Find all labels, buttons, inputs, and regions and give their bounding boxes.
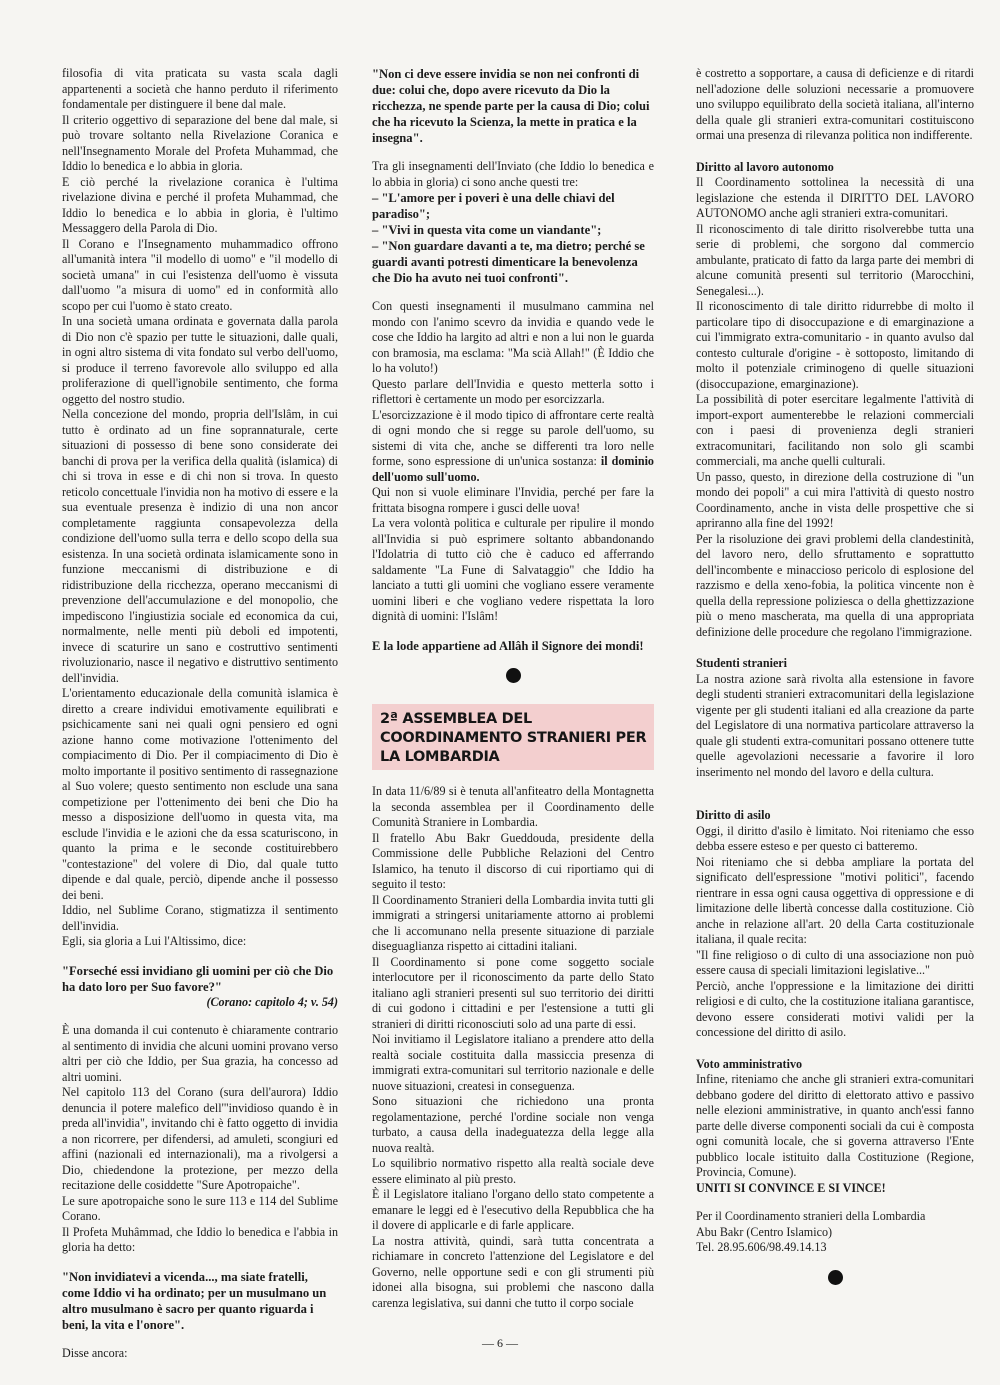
paragraph: Il Coordinamento sottolinea la necessità di una legislazione che estenda il DIRITTO DEL LAVORO AUTONOMO anche agli stranieri extra-comunitari.: [696, 175, 974, 220]
paragraph: Nella concezione del mondo, propria dell'Islâm, in cui tutto è ordinato ad un fine soprannaturale, certe situazioni di possesso di bene sono considerate dei banchi di prova per la verifica della qualità (islamica) di chi si trova in esse e di chi non si trova. In questo reticolo concettuale l'invidia non ha motivo di essere e la sua eventuale presenza è indizio di una non ancor completamente raggiunta consapevolezza della condizione dell'uomo sulla terra e dello scopo della sua esistenza. In una società ordinata islamicamente sono in funzione meccanismi di distribuzione e di ridistribuzione della ricchezza, operano meccanismi di prevenzione dell'accumulazione e del monopolio, che impediscono l'ingiustizia sociale ed economica da cui, normalmente, nelle menti più deboli ed impotenti, invece di scaturire un sano e costruttivo sentimenti rivoluzionario, nasce il negativo e distruttivo sentimento dell'invidia.: [62, 407, 338, 685]
paragraph: Il fratello Abu Bakr Gueddouda, presidente della Commissione delle Pubbliche Relazioni del Centro Islamico, ha tenuto il discorso di cui riportiamo qui di seguito il testo:: [372, 830, 654, 891]
paragraph: Il criterio oggettivo di separazione del bene dal male, si può trovare soltanto nella Rivelazione Coranica e nell'Insegnamento Morale del Profeta Muhammad, che Iddio lo benedica e lo abbia in gloria.: [62, 112, 338, 173]
section-heading: Studenti stranieri: [696, 656, 788, 670]
paragraph: Un passo, questo, in direzione della costruzione di "un mondo dei popoli" a cui mira l'attività di questo nostro Coordinamento, anche in vista delle prospettive che si apriranno alla fine del 1992!: [696, 469, 974, 530]
paragraph: Qui non si vuole eliminare l'Invidia, perché per fare la frittata bisogna rompere i gusci delle uova!: [372, 485, 654, 515]
closing-phrase: E la lode appartiene ad Allâh il Signore dei mondi!: [372, 638, 644, 653]
paragraph: Nel capitolo 113 del Corano (sura dell'aurora) Iddio denuncia il potere malefico dell'"invidioso quando è in preda all'invidia", invitando chi è fatto oggetto di invidia a non ricorrere, per difendersi, ad amuleti, scongiuri ed affini (nazionali ed internazionali), ma a rivolgersi a Dio, chiedendone la protezione, per mezzo della recitazione delle cosiddette "Sure Apotropaiche".: [62, 1085, 338, 1192]
end-bullet-icon: [506, 668, 521, 683]
section-banner: [372, 704, 654, 770]
paragraph: E ciò perché la rivelazione coranica è l'ultima rivelazione divina e perché il profeta Muhammad, che Iddio lo benedica e lo abbia in gloria, è l'ultimo Messaggero della Parola di Dio.: [62, 174, 338, 235]
section-heading: Diritto al lavoro autonomo: [696, 159, 834, 174]
end-bullet-icon: [828, 1270, 843, 1285]
paragraph: Iddio, nel Sublime Corano, stigmatizza il sentimento dell'invidia.: [62, 903, 338, 933]
paragraph: Noi riteniamo che si debba ampliare la portata del significato dell'espressione "motivi politici", facendo rientrare in essa ogni causa oggettiva di oppressione e di limitazione delle libertà concesse dalla costituzione. Ciò anche in relazione all'art. 20 della Carta costituzionale italiana, il quale recita:: [696, 854, 974, 946]
saying-item: – "Non guardare davanti a te, ma dietro; perché se guardi avanti potresti dimenticare la benevolenza che Dio ha avuto nei tuoi confronti".: [372, 239, 645, 285]
paragraph: Il Coordinamento si pone come soggetto sociale interlocutore per il riconoscimento da parte dello Stato italiano agli stranieri presenti sul suo territorio dei diritti di cui godono i cittadini e per l'estensione a tutti gli stranieri di diritti riconosciuti solo ad una parte di essi.: [372, 954, 654, 1031]
paragraph: Infine, riteniamo che anche gli stranieri extra-comunitari debbano godere del diritto di elettorato attivo e passivo nelle elezioni amministrative, in quanto anch'essi fanno parte delle diverse componenti sociali da cui è composta ogni comunità locale, che si governa attraverso l'Ente pubblico locale istituito dalla Costituzione (Regione, Provincia, Comune).: [696, 1072, 974, 1179]
paragraph: L'orientamento educazionale della comunità islamica è diretto a creare individui emotivamente equilibrati e psichicamente sani nei quali ogni pensiero ed ogni azione hanno come motivazione l'ottenimento del compiacimento di Dio. Per il compiacimento di Dio è molto importante il positivo sentimento di rassegnazione al Suo volere; questo sentimento non esclude una sana competizione per l'ottenimento dei beni che Dio ha messo a disposizione dell'uomo in questa vita, ma esclude l'invidia e le azioni che da essa scaturiscono, in quanto la prima e le seconde costituirebbero "contestazione" del volere di Dio, dal quale tutto dipende e dal quale, perciò, dipende anche il possesso dei beni.: [62, 686, 338, 902]
paragraph: Per la risoluzione dei gravi problemi della clandestinità, del lavoro nero, dello sfruttamento e soprattutto dell'incombente e minaccioso pericolo di esplosione del razzismo e della xeno-fobia, la politica vincente non è quella della repressione poliziesca o della ghettizzazione più o meno mascherata, ma quella di una appropriata definizione delle procedure che regolano l'immigrazione.: [696, 531, 974, 639]
column-right: [696, 66, 974, 1285]
page-number: — 6 —: [482, 1336, 518, 1350]
paragraph: [372, 408, 654, 486]
paragraph: La nostra attività, quindi, sarà tutta concentrata a richiamare in concreto l'attenzione del Legislatore e del Governo, nelle opportune sedi e con gli strumenti più idonei alla bisogna, sui problemi che nascono dalla carenza legislativa, sui danni che tutto il corpo sociale: [372, 1233, 654, 1310]
assembly-article: [372, 784, 654, 1311]
slogan: UNITI SI CONVINCE E SI VINCE!: [696, 1180, 886, 1195]
paragraph: Questo parlare dell'Invidia e questo metterla sotto i riflettori è certamente un modo per esorcizzarla.: [372, 376, 654, 406]
emphasis: il dominio dell'uomo sull'uomo.: [372, 454, 654, 484]
saying-item: – "L'amore per i poveri è una delle chiavi del paradiso";: [372, 191, 615, 221]
paragraph: Le sure apotropaiche sono le sure 113 e 114 del Sublime Corano.: [62, 1193, 338, 1223]
section-heading: Voto amministrativo: [696, 1056, 803, 1071]
paragraph: Il riconoscimento di tale diritto risolverebbe tutta una serie di problemi, che sorgono dal commercio ambulante, praticato di fatto da larga parte dei membri di alcune comunità presenti sul territorio (Marocchini, Senegalesi...).: [696, 221, 974, 298]
paragraph: Il Profeta Muhâmmad, che Iddio lo benedica e l'abbia in gloria ha detto:: [62, 1224, 338, 1254]
signature-line: Abu Bakr (Centro Islamico): [696, 1224, 833, 1239]
paragraph: In una società umana ordinata e governata dalla parola di Dio non c'è spazio per tutte le situazioni, dalle quali, in ogni altro sistema di vita fondato sul verbo dell'uomo, si produce il terreno favorevole allo sviluppo ed alla proliferazione di quell'ignobile sentimento, che forma oggetto del nostro studio.: [62, 314, 338, 406]
paragraph: Oggi, il diritto d'asilo è limitato. Noi riteniamo che esso debba essere esteso e per questo ci batteremo.: [696, 823, 974, 853]
signature-line: Per il Coordinamento stranieri della Lombardia: [696, 1209, 926, 1223]
signature-line: Tel. 28.95.606/98.49.14.13: [696, 1240, 827, 1254]
saying-item: – "Vivi in questa vita come un viandante";: [372, 223, 602, 237]
paragraph: Tra gli insegnamenti dell'Inviato (che Iddio lo benedica e lo abbia in gloria) ci sono anche questi tre:: [372, 159, 654, 189]
paragraph: La vera volontà politica e culturale per ripulire il mondo all'Invidia si può esprimere soltanto abbandonando l'Idolatria di tutto ciò che è caduco ed afferrando saldamente "La Fune di Salvataggio" che Iddio ha lanciato a tutti gli uomini che vogliano essere veramente uomini liberi e che vogliano vedere rispettata la loro dignità di uomini: l'Islâm!: [372, 516, 654, 623]
column-middle: [372, 66, 654, 683]
paragraph: filosofia di vita praticata su vasta scala dagli appartenenti a società che hanno perduto il riferimento fondamentale per distinguere il bene dal male.: [62, 66, 338, 111]
paragraph: È il Legislatore italiano l'organo dello stato competente a emanare le leggi ed è l'esecutivo della Repubblica che ha il dovere di applicarle e di farle applicare.: [372, 1187, 654, 1232]
paragraph: Egli, sia gloria a Lui l'Altissimo, dice:: [62, 934, 247, 948]
paragraph: Il Corano e l'Insegnamento muhammadico offrono all'umanità intera "il modello di uomo" e "il modello di società umana" in cui l'esistenza dell'uomo è vissuta dall'uomo "a misura di uomo" ed in conformità allo scopo per cui l'uomo è stato creato.: [62, 236, 338, 313]
paragraph: In data 11/6/89 si è tenuta all'anfiteatro della Montagnetta la seconda assemblea per il Coordinamento delle Comunità Straniere in Lombardia.: [372, 784, 654, 829]
paragraph: Sono situazioni che richiedono una pronta regolamentazione, perché l'ordine sociale non venga turbato, a causa della inadeguatezza della legge alla nuova realtà.: [372, 1094, 654, 1155]
paragraph: Il riconoscimento di tale diritto ridurrebbe di molto il particolare tipo di disoccupazione e di emarginazione a cui l'immigrato extra-comunitario - in quanto avulso dal contesto culturale d'origine - è sottoposto, limitando di molto il potenziale criminogeno di quelle situazioni (disoccupazione, emarginazione).: [696, 299, 974, 391]
paragraph: La possibilità di poter esercitare legalmente l'attività di import-export aumenterebbe le relazioni commerciali con i paesi di provenienza degli stranieri extracomunitari, facilitando non solo gli scambi commerciali, ma anche quelli culturali.: [696, 392, 974, 468]
paragraph: È una domanda il cui contenuto è chiaramente contrario al sentimento di invidia che alcuni uomini provano verso altri per ciò che Iddio, per Sua grazia, ha concesso ad altri uomini.: [62, 1023, 338, 1084]
section-heading: Diritto di asilo: [696, 808, 771, 822]
paragraph: Con questi insegnamenti il musulmano cammina nel mondo con l'animo scevro da invidia e quando vede le cose che Iddio ha largito ad altri e non a lui non le guarda con bramosia, ma esclama: "Ma scià Allah!" (È Iddio che lo ha voluto!): [372, 299, 654, 375]
quote-citation: (Corano: capitolo 4; v. 54): [206, 994, 338, 1009]
column-left: [62, 66, 338, 1361]
banner-title: 2ª ASSEMBLEA DEL COORDINAMENTO STRANIERI PER LA LOMBARDIA: [380, 711, 647, 765]
hadith-quote: "Non ci deve essere invidia se non nei confronti di due: colui che, dopo avere ricevuto da Dio la ricchezza, ne spende parte per la causa di Dio; colui che ha ricevuto la Scienza, la mette in pratica e la insegna".: [372, 67, 650, 145]
paragraph: Noi invitiamo il Legislatore italiano a prendere atto della realtà sociale costituita dalla massiccia presenza di immigrati extra-comunitari sul territorio nazionale e delle nuove situazioni, createsi in conseguenza.: [372, 1032, 654, 1093]
paragraph: Il Coordinamento Stranieri della Lombardia invita tutti gli immigrati a stringersi unitariamente attorno ai problemi che li accomunano nella presente situazione di parziale diseguaglianza rispetto ai cittadini italiani.: [372, 892, 654, 953]
paragraph: Disse ancora:: [62, 1345, 128, 1360]
hadith-quote: "Non invidiatevi a vicenda..., ma siate fratelli, come Iddio vi ha ordinato; per un musulmano un altro musulmano è sacro per quanto riguarda i beni, la vita e l'onore".: [62, 1269, 327, 1332]
quran-quote: "Forseché essi invidiano gli uomini per ciò che Dio ha dato loro per Suo favore?": [62, 963, 334, 994]
paragraph: "Il fine religioso o di culto di una associazione non può essere causa di speciali limitazioni legislative...": [696, 947, 974, 977]
paragraph: La nostra azione sarà rivolta alla estensione in favore degli studenti stranieri extracomunitari della legislazione vigente per gli studenti italiani ed alla creazione da parte del Legislatore di una normativa particolare attraverso la quale gli studenti extra-comunitari possano ottenere tutte quelle agevolazioni necessarie a favorire il loro inserimento nel mondo del lavoro e della cultura.: [696, 671, 974, 779]
paragraph: Lo squilibrio normativo rispetto alla realtà sociale deve essere eliminato al più presto.: [372, 1156, 654, 1186]
paragraph: Perciò, anche l'oppressione e la limitazione dei diritti religiosi e di culto, che la costituzione italiana garantisce, devono essere considerati motivi validi per la concessione del diritto di asilo.: [696, 978, 974, 1039]
paragraph: è costretto a sopportare, a causa di deficienze e di ritardi nell'adozione delle soluzioni necessarie a promuovere uno sviluppo equilibrato della società italiana, all'interno della quale gli stranieri extra-comunitari costituiscono ormai una presenza di rilevanza politica non indifferente.: [696, 66, 974, 142]
paragraph-text: L'esorcizzazione è il modo tipico di affrontare certe realtà di ogni mondo che si regge su parole dell'uomo, su sistemi di vita che, anche se differenti tra loro nelle forme, sono espressione di un'unica sostanza:: [372, 407, 654, 468]
